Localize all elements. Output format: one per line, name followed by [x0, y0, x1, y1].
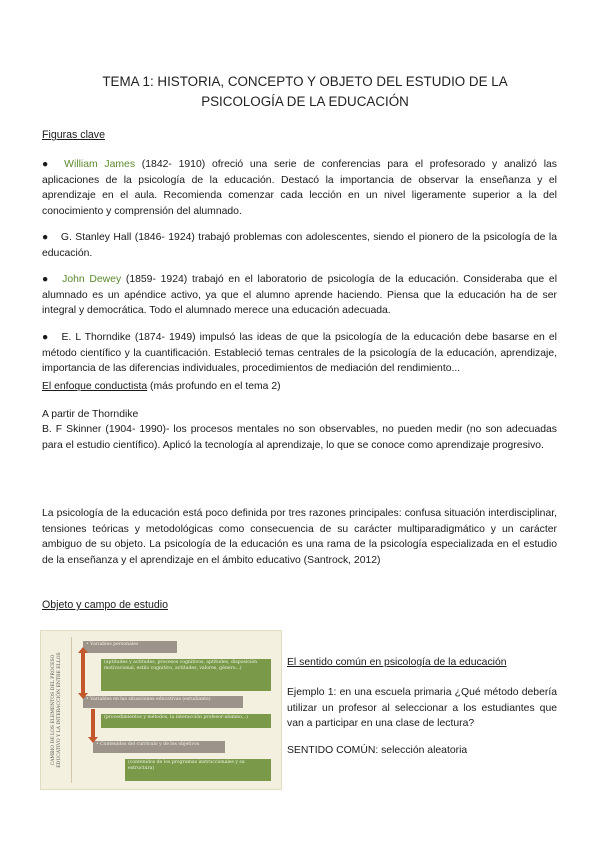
figura-text: (1846- 1924) trabajó problemas con adolescentes, siendo el pionero de la psicología de la educación. [42, 232, 557, 259]
sentido-line: SENTIDO COMÚN: selección aleatoria [287, 745, 468, 756]
figura-item-thorndike [42, 330, 557, 377]
arrow-line-2 [91, 709, 95, 737]
bullet-icon: ● [42, 332, 50, 343]
diagram-side-label [43, 637, 72, 783]
diagram-box-contenidos-detail: (contenidos de los programas instruccionales y su estructura) [125, 759, 271, 781]
objeto-diagram [40, 630, 282, 790]
conductista-paragraph: B. F Skinner (1904- 1990)- los procesos mentales no son observables, no pueden medir (no son adecuadas para el estudio científico). Aplicó la tecnología al aprendizaje, lo que se conoce como aprendizaje progresivo. [42, 424, 557, 451]
figuras-heading: Figuras clave [42, 129, 105, 141]
definicion-paragraph: La psicología de la educación está poco definida por tres razones principales: confusa situación interdisciplinar, tensiones teóricas y metodológicas como consecuencia de su carácter multiparadigmático y un carácter ambiguo de su objeto. La psicología de la educación es una rama de la psicología especializada en el estudio de la enseñanza y el aprendizaje en el ámbito educativo (Santrock, 2012) [42, 508, 557, 566]
figura-text: (1874- 1949) impulsó las ideas de que la psicología de la educación debe basarse en el método científico y la cuantificación. Estableció temas centrales de la psicología de la educación, aprendizaje, importancia de las diferencias individuales, procedimientos de mediación del rendimiento... [42, 332, 557, 375]
figura-item-hall [42, 230, 557, 261]
sentido-paragraph: Ejemplo 1: en una escuela primaria ¿Qué método debería utilizar un profesor al seleccionar a los estudiantes que van a participar en una clase de lectura? [287, 687, 557, 730]
conductista-line: A partir de Thorndike [42, 409, 139, 420]
sentido-heading: El sentido común en psicología de la educación [287, 657, 507, 668]
title-line-2: PSICOLOGÍA DE LA EDUCACIÓN [201, 94, 409, 109]
diagram-box-contenidos: • Contenidos del currículo y de los objetivos [93, 741, 225, 753]
diagram-box-personales-detail: (aptitudes y actitudes, procesos cognitivos, aptitudes, disposición motivacional, estilo cognitivo, actitudes, valores, género...) [101, 659, 271, 691]
arrow-line-1 [81, 653, 85, 693]
arrow-down-icon [88, 737, 98, 743]
diagram-box-situaciones: • Variables en las situaciones educativas (estudiante) [83, 696, 243, 708]
figura-name: E. L Thorndike [61, 332, 131, 343]
figura-text: (1859- 1924) trabajó en el laboratorio de psicología de la educación. Consideraba que el alumnado es un apéndice activo, ya que el alumno aprende haciendo. Piensa que la educación ha de ser integral y democrática. Todo el alumnado merece una educación adecuada. [42, 274, 558, 317]
figura-text: (1842- 1910) ofreció una serie de conferencias para el profesorado y analizó las aplicaciones de la psicología de la educación. Destacó la importancia de observar la enseñanza y el aprendizaje en el aula. Recomienda comenzar cada lección en un nivel ligeramente superior a la del conocimiento y comprensión del alumnado. [42, 159, 557, 217]
figura-name: John Dewey [62, 274, 122, 285]
arrow-down-icon [78, 693, 88, 699]
conductista-suffix: (más profundo en el tema 2) [147, 381, 281, 392]
bullet-icon: ● [42, 159, 53, 170]
title-line-1: TEMA 1: HISTORIA, CONCEPTO Y OBJETO DEL ESTUDIO DE LA [102, 74, 508, 89]
diagram-side-text: CAMBIO DE LOS ELEMENTOS DEL PROCESO EDUCATIVO Y LA INTERACCIÓN ENTRE ELLOS [51, 652, 62, 768]
figura-item-james [42, 157, 557, 219]
diagram-box-personales: • Variables personales [83, 641, 177, 653]
objeto-heading: Objeto y campo de estudio [42, 599, 169, 611]
bullet-icon: ● [42, 274, 51, 285]
conductista-heading: El enfoque conductista [42, 381, 148, 392]
conductista-heading-line [42, 379, 557, 395]
page-title [60, 72, 550, 112]
figura-name: G. Stanley Hall [60, 232, 132, 243]
figura-name: William James [64, 159, 136, 170]
bullet-icon: ● [42, 232, 49, 243]
diagram-box-situaciones-detail: (procedimientos y métodos, la interacción profesor-alumno...) [101, 714, 271, 728]
figura-item-dewey [42, 272, 557, 319]
